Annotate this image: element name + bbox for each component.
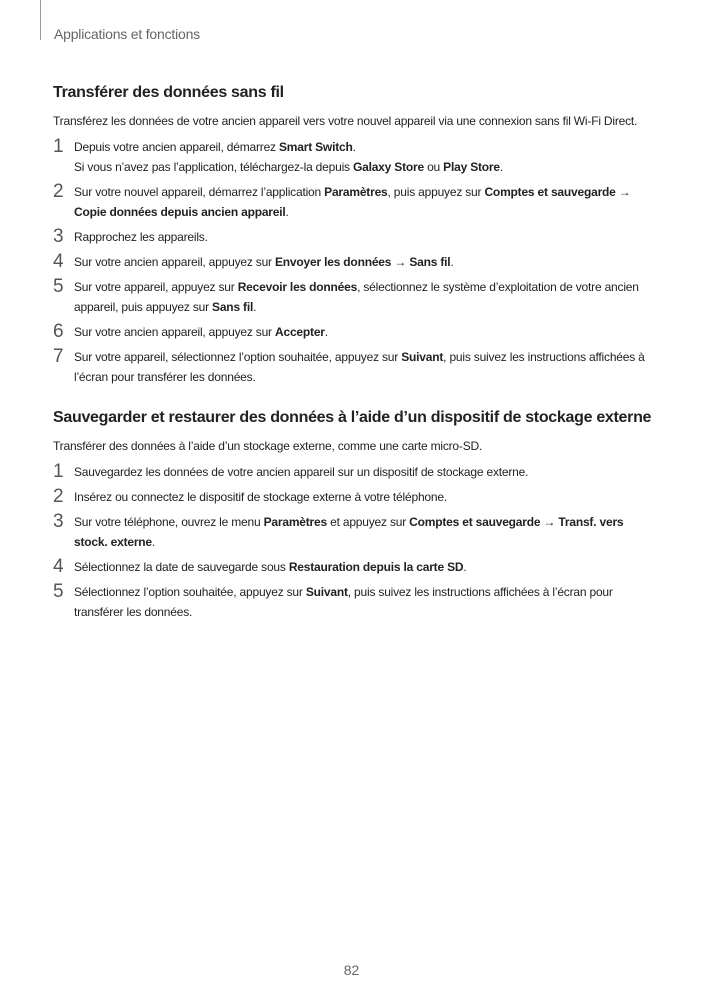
step-text: , puis suivez les instructions affichées à l’écran pour transférer les données. (74, 350, 645, 384)
step-text: . (499, 160, 504, 174)
step-text: Depuis votre ancien appareil, démarrez (74, 140, 279, 154)
step-instruction (74, 557, 653, 577)
step-item (53, 347, 653, 387)
steps-list-wireless (53, 137, 653, 387)
step-item (53, 322, 653, 342)
step-text: . (463, 560, 467, 574)
step-instruction (74, 582, 653, 622)
step-text: Insérez ou connectez le dispositif de stockage externe à votre téléphone. (74, 490, 447, 504)
step-item (53, 462, 653, 482)
step-number: 4 (53, 251, 64, 272)
step-text: . (285, 205, 289, 219)
ui-term: Envoyer les données → Sans fil (275, 255, 451, 269)
step-instruction (74, 277, 653, 317)
step-text: Sauvegardez les données de votre ancien appareil sur un dispositif de stockage externe. (74, 465, 529, 479)
ui-term: Restauration depuis la carte SD (288, 560, 464, 574)
step-text: Sur votre appareil, sélectionnez l’option souhaitée, appuyez sur (74, 350, 402, 364)
step-item (53, 557, 653, 577)
step-text: ou (423, 160, 444, 174)
step-text: Sélectionnez l’option souhaitée, appuyez sur (74, 585, 306, 599)
step-body (74, 487, 653, 507)
ui-term: Accepter (275, 325, 325, 339)
section-intro-wireless: Transférez les données de votre ancien appareil vers votre nouvel appareil via une connexion sans fil Wi-Fi Direct. (53, 114, 638, 128)
step-text: . (253, 300, 257, 314)
ui-term: Play Store (443, 160, 500, 174)
ui-term: Paramètres (324, 185, 388, 199)
section-intro-external-storage: Transférer des données à l’aide d’un stockage externe, comme une carte micro-SD. (53, 439, 483, 453)
step-item (53, 582, 653, 622)
step-text: Sur votre téléphone, ouvrez le menu (74, 515, 264, 529)
step-text: . (151, 535, 156, 549)
step-number: 2 (53, 181, 64, 202)
step-text: Sur votre nouvel appareil, démarrez l’application (74, 185, 325, 199)
section-title-external-storage: Sauvegarder et restaurer des données à l’aide d’un dispositif de stockage externe (53, 409, 652, 426)
step-instruction (74, 227, 653, 247)
step-body (74, 582, 653, 622)
step-instruction (74, 462, 653, 482)
step-text: . (450, 255, 454, 269)
step-instruction (74, 487, 653, 507)
header-divider (40, 0, 41, 40)
step-body (74, 252, 653, 272)
ui-term: Recevoir les données (237, 280, 358, 294)
step-number: 3 (53, 511, 64, 532)
step-body (74, 462, 653, 482)
step-instruction (74, 347, 653, 387)
step-text: . (324, 325, 328, 339)
section-title-wireless: Transférer des données sans fil (53, 84, 284, 101)
step-instruction (74, 512, 653, 552)
step-text: Sélectionnez la date de sauvegarde sous (74, 560, 289, 574)
step-text: Si vous n’avez pas l’application, téléchargez-la depuis (74, 160, 353, 174)
step-number: 1 (53, 461, 64, 482)
step-instruction (74, 182, 653, 222)
step-text: Rapprochez les appareils. (74, 230, 208, 244)
step-text: Sur votre appareil, appuyez sur (74, 280, 238, 294)
step-item (53, 252, 653, 272)
step-number: 3 (53, 226, 64, 247)
step-body (74, 322, 653, 342)
chapter-title: Applications et fonctions (54, 26, 200, 42)
ui-term: Galaxy Store (352, 160, 424, 174)
step-note (74, 157, 653, 177)
steps-list-external-storage (53, 462, 653, 622)
step-body (74, 227, 653, 247)
ui-term: Suivant (305, 585, 348, 599)
step-instruction (74, 252, 653, 272)
step-text: . (352, 140, 356, 154)
step-number: 6 (53, 321, 64, 342)
ui-term: Comptes et sauvegarde → Copie données depuis ancien appareil (74, 185, 631, 219)
page-content (53, 84, 653, 627)
step-body (74, 277, 653, 317)
step-item (53, 137, 653, 177)
ui-term: Suivant (401, 350, 444, 364)
step-item (53, 277, 653, 317)
step-number: 2 (53, 486, 64, 507)
page-number: 82 (343, 962, 360, 978)
step-item (53, 182, 653, 222)
step-text: Sur votre ancien appareil, appuyez sur (74, 255, 275, 269)
step-text: et appuyez sur (326, 515, 410, 529)
step-body (74, 557, 653, 577)
step-body (74, 512, 653, 552)
step-instruction (74, 137, 653, 157)
step-instruction (74, 322, 653, 342)
step-body (74, 137, 653, 177)
step-text: , puis suivez les instructions affichées à l’écran pour transférer les données. (74, 585, 613, 619)
ui-term: Sans fil (212, 300, 254, 314)
step-item (53, 512, 653, 552)
step-body (74, 182, 653, 222)
step-text: Sur votre ancien appareil, appuyez sur (74, 325, 275, 339)
ui-term: Paramètres (263, 515, 327, 529)
step-number: 5 (53, 581, 64, 602)
step-number: 4 (53, 556, 64, 577)
step-text: , sélectionnez le système d’exploitation de votre ancien appareil, puis appuyez sur (74, 280, 639, 314)
step-number: 1 (53, 136, 64, 157)
step-number: 7 (53, 346, 64, 367)
step-item (53, 487, 653, 507)
step-body (74, 347, 653, 387)
step-number: 5 (53, 276, 64, 297)
ui-term: Smart Switch (278, 140, 353, 154)
step-item (53, 227, 653, 247)
ui-term: Comptes et sauvegarde → Transf. vers stock. externe (74, 515, 624, 549)
step-text: , puis appuyez sur (387, 185, 485, 199)
